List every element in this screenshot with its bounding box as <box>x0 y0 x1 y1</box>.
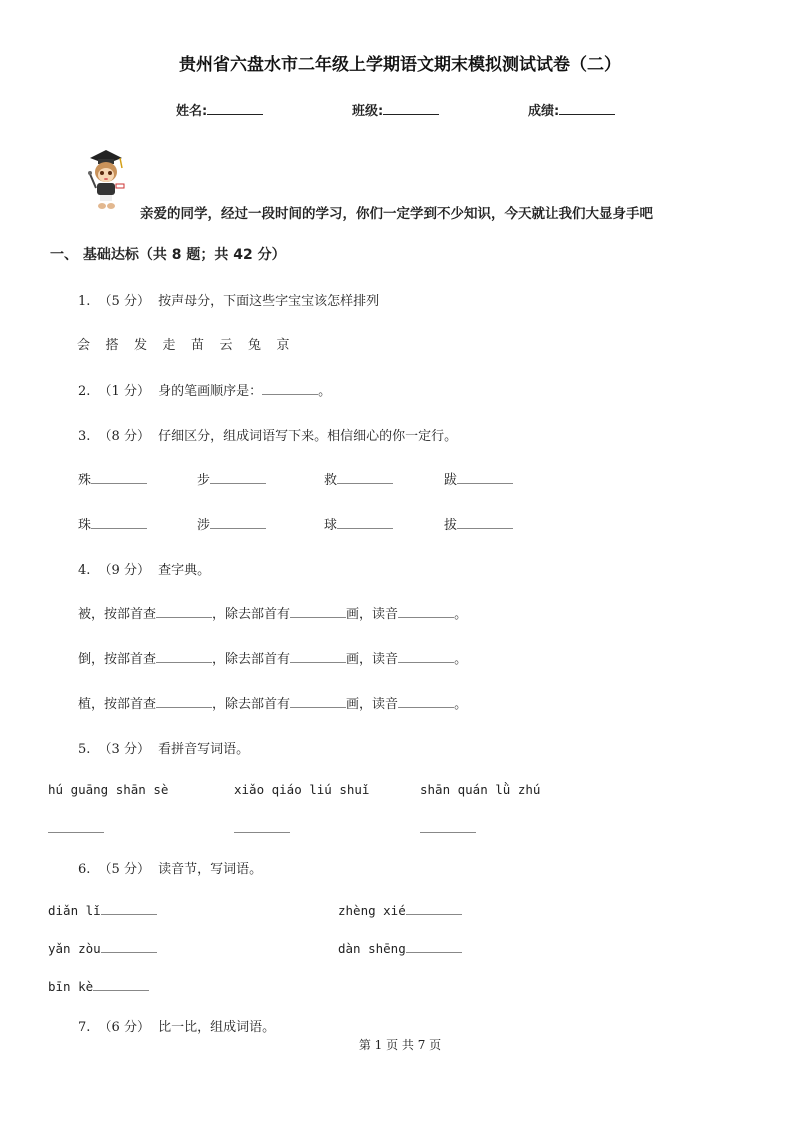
score-blank[interactable] <box>559 102 615 115</box>
question-text: 读音节，写词语。 <box>158 862 263 877</box>
char-item: 京 <box>276 338 290 353</box>
pronunciation-blank[interactable] <box>398 605 454 618</box>
question-number: 1. <box>78 294 91 309</box>
page-title: 贵州省六盘水市二年级上学期语文期末模拟测试试卷（二） <box>179 55 621 75</box>
question-score: （5 分） <box>98 862 150 877</box>
answer-blank[interactable] <box>91 516 147 529</box>
dictionary-row <box>78 648 467 667</box>
strokes-blank[interactable] <box>290 605 346 618</box>
name-label: 姓名: <box>176 104 208 119</box>
question-text: 看拼音写词语。 <box>158 742 250 757</box>
question-text: 查字典。 <box>158 563 211 578</box>
class-label: 班级: <box>352 104 384 119</box>
row-char: 植 <box>78 697 92 712</box>
name-field[interactable] <box>176 100 263 119</box>
answer-blank[interactable] <box>210 471 266 484</box>
word-item <box>78 469 147 488</box>
word-char: 珠 <box>78 518 92 533</box>
class-field[interactable] <box>352 100 439 119</box>
row-text: 画，读音 <box>346 697 399 712</box>
pinyin-text: diǎn lǐ <box>48 903 101 918</box>
row-text: ，按部首查 <box>91 652 157 667</box>
answer-blank[interactable] <box>420 820 476 833</box>
pronunciation-blank[interactable] <box>398 650 454 663</box>
score-label: 成绩: <box>528 104 560 119</box>
question-number: 2. <box>78 384 91 399</box>
radical-blank[interactable] <box>156 695 212 708</box>
dictionary-row <box>78 693 467 712</box>
word-item <box>444 514 513 533</box>
word-item <box>78 514 147 533</box>
graduate-mascot-icon <box>76 146 132 216</box>
char-item: 苗 <box>191 338 205 353</box>
pinyin-text: dàn shēng <box>338 941 406 956</box>
char-item: 走 <box>162 338 176 353</box>
answer-blank[interactable] <box>48 820 104 833</box>
word-char: 跋 <box>444 473 458 488</box>
question-text: 比一比，组成词语。 <box>158 1020 276 1035</box>
pinyin-text: zhèng xié <box>338 903 406 918</box>
dictionary-row <box>78 603 467 622</box>
class-blank[interactable] <box>383 102 439 115</box>
pronunciation-blank[interactable] <box>398 695 454 708</box>
greeting-text: 亲爱的同学，经过一段时间的学习，你们一定学到不少知识，今天就让我们大显身手吧 <box>140 206 653 222</box>
pinyin-text: bīn kè <box>48 979 94 994</box>
strokes-blank[interactable] <box>290 695 346 708</box>
question-text: 身的笔画顺序是： <box>158 384 263 399</box>
char-item: 兔 <box>248 338 262 353</box>
row-text: 画，读音 <box>346 652 399 667</box>
row-end: 。 <box>454 697 468 712</box>
word-char: 拔 <box>444 518 458 533</box>
question-number: 5. <box>78 742 91 757</box>
word-item <box>324 469 393 488</box>
pinyin-item <box>48 902 157 918</box>
answer-blank[interactable] <box>101 902 157 915</box>
row-text: ，按部首查 <box>91 607 157 622</box>
question-5 <box>78 738 249 757</box>
pinyin-item <box>338 940 462 956</box>
question-number: 7. <box>78 1020 91 1035</box>
answer-blank[interactable] <box>406 940 462 953</box>
page-footer: 第 1 页 共 7 页 <box>358 1038 442 1052</box>
question-7 <box>78 1016 275 1035</box>
radical-blank[interactable] <box>156 650 212 663</box>
section-title: 一、 基础达标（共 8 题；共 42 分） <box>50 247 286 263</box>
answer-blank[interactable] <box>234 820 290 833</box>
question-1 <box>78 290 379 309</box>
row-text: ，除去部首有 <box>212 607 291 622</box>
pinyin-prompt: shān quán lǜ zhú <box>420 782 541 797</box>
question-text: 按声母分，下面这些字宝宝该怎样排列 <box>158 294 380 309</box>
word-item <box>444 469 513 488</box>
row-text: ，除去部首有 <box>212 652 291 667</box>
answer-blank[interactable] <box>91 471 147 484</box>
answer-blank[interactable] <box>93 978 149 991</box>
answer-blank[interactable] <box>406 902 462 915</box>
word-char: 救 <box>324 473 338 488</box>
question-score: （9 分） <box>98 563 150 578</box>
question-number: 3. <box>78 429 91 444</box>
radical-blank[interactable] <box>156 605 212 618</box>
answer-blank[interactable] <box>210 516 266 529</box>
char-item: 搭 <box>105 338 119 353</box>
answer-blank[interactable] <box>457 471 513 484</box>
pinyin-item <box>338 902 462 918</box>
question-number: 4. <box>78 563 91 578</box>
pinyin-text: yǎn zòu <box>48 941 101 956</box>
row-end: 。 <box>454 652 468 667</box>
question-text: 仔细区分，组成词语写下来。相信细心的你一定行。 <box>158 429 458 444</box>
question-score: （6 分） <box>98 1020 150 1035</box>
word-item <box>324 514 393 533</box>
question-score: （3 分） <box>98 742 150 757</box>
question-number: 6. <box>78 862 91 877</box>
strokes-blank[interactable] <box>290 650 346 663</box>
char-item: 发 <box>134 338 148 353</box>
score-field[interactable] <box>528 100 615 119</box>
name-blank[interactable] <box>207 102 263 115</box>
question-4 <box>78 559 210 578</box>
word-char: 步 <box>197 473 211 488</box>
answer-blank[interactable] <box>262 382 318 395</box>
pinyin-prompt: hú guāng shān sè <box>48 782 169 797</box>
question-score: （5 分） <box>98 294 150 309</box>
answer-blank[interactable] <box>457 516 513 529</box>
question-2 <box>78 380 331 399</box>
row-end: 。 <box>454 607 468 622</box>
word-char: 涉 <box>197 518 211 533</box>
answer-blank[interactable] <box>337 516 393 529</box>
pinyin-item <box>48 940 157 956</box>
question-3 <box>78 425 457 444</box>
char-item: 云 <box>219 338 233 353</box>
question-end: 。 <box>318 384 332 399</box>
word-char: 球 <box>324 518 338 533</box>
word-char: 殊 <box>78 473 92 488</box>
row-text: 画，读音 <box>346 607 399 622</box>
pinyin-item <box>48 978 149 994</box>
word-item <box>197 514 266 533</box>
row-char: 被 <box>78 607 92 622</box>
question-score: （1 分） <box>98 384 150 399</box>
question-score: （8 分） <box>98 429 150 444</box>
row-char: 倒 <box>78 652 92 667</box>
char-item: 会 <box>77 338 91 353</box>
word-item <box>197 469 266 488</box>
row-text: ，按部首查 <box>91 697 157 712</box>
char-list <box>77 334 305 353</box>
pinyin-prompt: xiǎo qiáo liú shuǐ <box>234 782 370 797</box>
row-text: ，除去部首有 <box>212 697 291 712</box>
answer-blank[interactable] <box>101 940 157 953</box>
answer-blank[interactable] <box>337 471 393 484</box>
question-6 <box>78 858 262 877</box>
